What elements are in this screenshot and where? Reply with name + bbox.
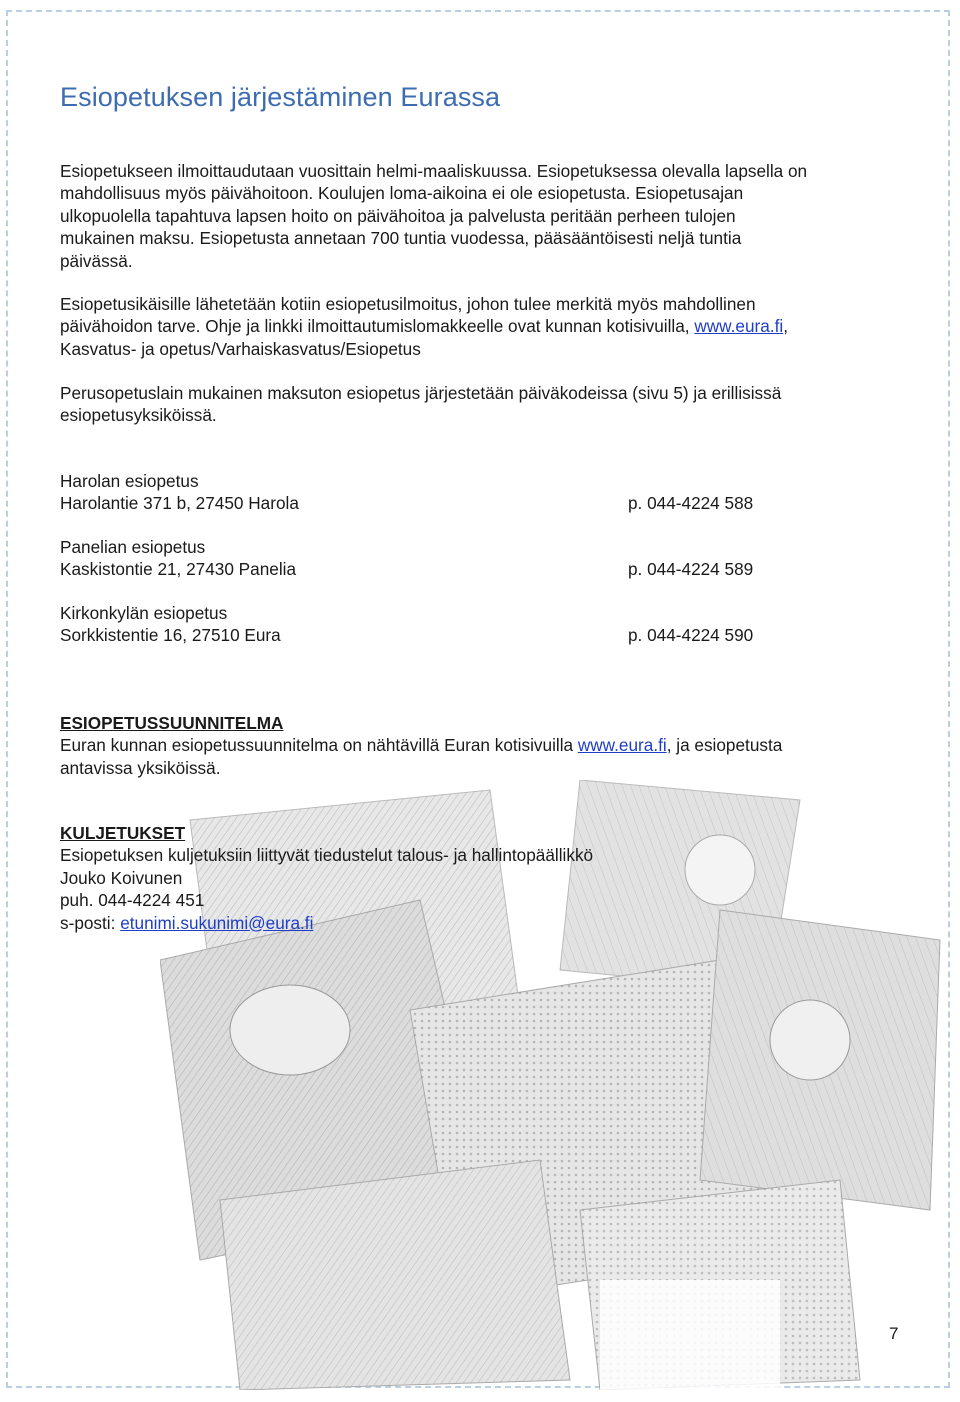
intro-line: mukainen maksu. Esiopetusta annetaan 700 tuntia vuodessa, pääsääntöisesti neljä tuntia bbox=[60, 228, 742, 249]
location-phone: p. 044-4224 590 bbox=[628, 625, 754, 646]
intro-line: päivässä. bbox=[60, 250, 133, 271]
location-address: Sorkkistentie 16, 27510 Eura bbox=[60, 625, 281, 646]
plan-line: antavissa yksiköissä. bbox=[60, 757, 221, 778]
transport-email-line: s-posti: etunimi.sukunimi@eura.fi bbox=[60, 912, 314, 933]
notice-line: Kasvatus- ja opetus/Varhaiskasvatus/Esiopetus bbox=[60, 338, 421, 359]
intro-paragraph bbox=[60, 160, 910, 272]
page-title: Esiopetuksen järjestäminen Eurassa bbox=[60, 82, 501, 112]
plan-heading: ESIOPETUSSUUNNITELMA bbox=[60, 713, 284, 733]
eura-website-link[interactable]: www.eura.fi bbox=[694, 316, 784, 337]
location-address: Kaskistontie 21, 27430 Panelia bbox=[60, 559, 297, 580]
location-phone: p. 044-4224 589 bbox=[628, 559, 754, 580]
law-paragraph bbox=[60, 382, 910, 427]
notice-paragraph bbox=[60, 293, 910, 360]
location-name: Panelian esiopetus bbox=[60, 537, 206, 557]
page-number: 7 bbox=[889, 1324, 899, 1343]
notice-line: Esiopetusikäisille lähetetään kotiin esiopetusilmoitus, johon tulee merkitä myös mahdollinen bbox=[60, 294, 756, 314]
location-phone: p. 044-4224 588 bbox=[628, 493, 754, 514]
transport-section bbox=[60, 822, 910, 934]
location-kirkonkyla bbox=[60, 602, 910, 647]
collage-photo-5 bbox=[700, 910, 940, 1210]
transport-phone: puh. 044-4224 451 bbox=[60, 890, 205, 911]
plan-section bbox=[60, 712, 910, 779]
notice-line: päivähoidon tarve. Ohje ja linkki ilmoittautumislomakkeelle ovat kunnan kotisivuilla, www.eura.fi, bbox=[60, 316, 788, 337]
transport-contact-name: Jouko Koivunen bbox=[60, 867, 183, 888]
location-harola bbox=[60, 470, 910, 515]
location-address: Harolantie 371 b, 27450 Harola bbox=[60, 493, 299, 514]
intro-line: Esiopetukseen ilmoittaudutaan vuosittain helmi-maaliskuussa. Esiopetuksessa olevalla lapsella on bbox=[60, 161, 808, 181]
law-line: Perusopetuslain mukainen maksuton esiopetus järjestetään päiväkodeissa (sivu 5) ja erillisissä bbox=[60, 383, 782, 403]
collage-photo-6 bbox=[220, 1160, 570, 1390]
intro-line: mahdollisuus myös päivähoitoon. Koulujen loma-aikoina ei ole esiopetusta. Esiopetusajan bbox=[60, 183, 744, 204]
eura-website-link[interactable]: www.eura.fi bbox=[577, 735, 667, 756]
location-panelia bbox=[60, 536, 910, 581]
transport-heading: KULJETUKSET bbox=[60, 823, 186, 843]
location-name: Kirkonkylän esiopetus bbox=[60, 603, 228, 623]
transport-line: Esiopetuksen kuljetuksiin liittyvät tiedustelut talous- ja hallintopäällikkö bbox=[60, 845, 594, 866]
plan-line: Euran kunnan esiopetussuunnitelma on nähtävillä Euran kotisivuilla www.eura.fi, ja esiopetusta bbox=[60, 735, 783, 756]
email-link[interactable]: etunimi.sukunimi@eura.fi bbox=[120, 912, 314, 933]
intro-line: ulkopuolella tapahtuva lapsen hoito on päivähoitoa ja palvelusta peritään perheen tulojen bbox=[60, 205, 736, 226]
law-line: esiopetusyksiköissä. bbox=[60, 405, 217, 426]
location-name: Harolan esiopetus bbox=[60, 471, 199, 491]
